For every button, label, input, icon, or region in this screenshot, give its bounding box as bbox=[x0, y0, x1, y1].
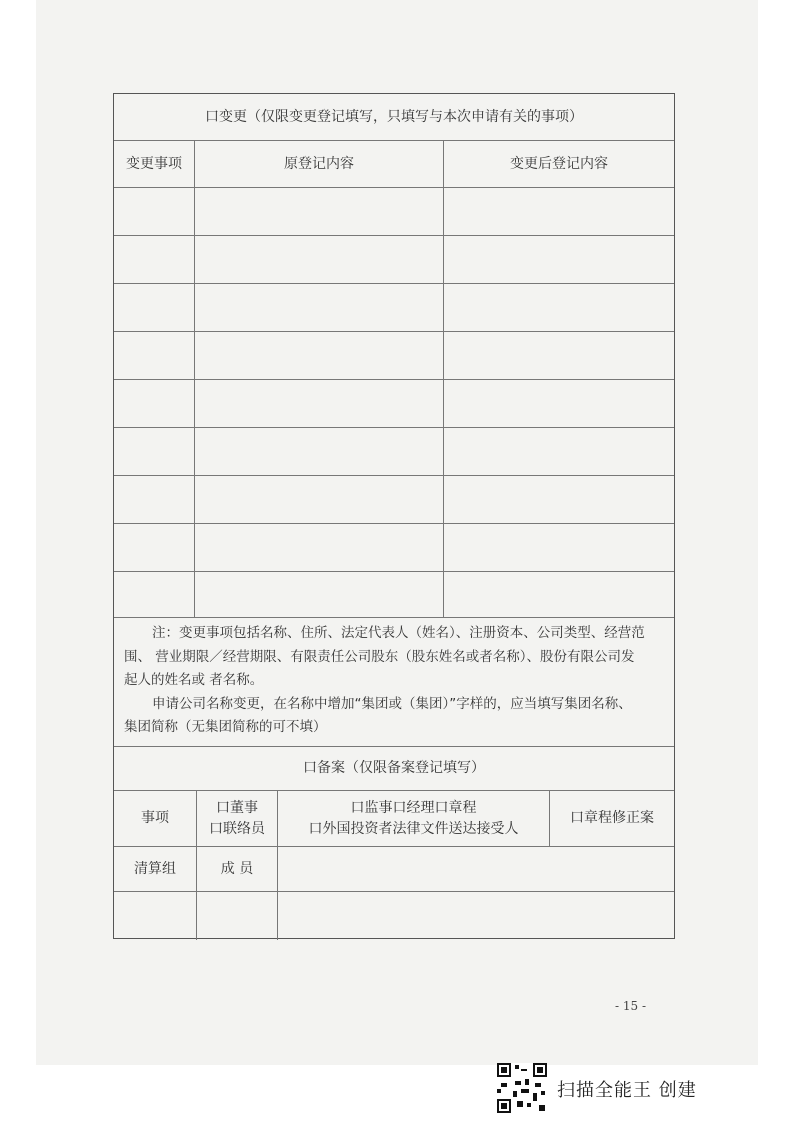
change-table-row[interactable] bbox=[114, 476, 674, 523]
qr-code-icon bbox=[497, 1063, 547, 1113]
liquidation-group-label: 清算组 bbox=[134, 860, 176, 877]
column-header-change-item: 变更事项 bbox=[126, 155, 182, 172]
change-table-row[interactable] bbox=[114, 284, 674, 331]
note-line: 集团简称（无集团简称的可不填） bbox=[124, 719, 327, 735]
change-table-row[interactable] bbox=[114, 236, 674, 283]
column-header-original: 原登记内容 bbox=[284, 155, 354, 172]
filing-option-amendment[interactable]: 口章程修正案 bbox=[570, 810, 654, 827]
change-note bbox=[124, 622, 666, 740]
scanner-brand-label: 扫描全能王 创建 bbox=[557, 1080, 697, 1101]
note-line: 注：变更事项包括名称、住所、法定代表人（姓名）、注册资本、公司类型、经营范 bbox=[152, 625, 645, 641]
filing-option-director[interactable] bbox=[197, 791, 277, 846]
filing-section-title: 口备案（仅限备案登记填写） bbox=[303, 759, 485, 776]
members-field[interactable] bbox=[278, 847, 674, 891]
filing-item-label: 事项 bbox=[141, 810, 169, 827]
change-table-row[interactable] bbox=[114, 572, 674, 617]
note-line: 起人的姓名或 者名称。 bbox=[124, 672, 264, 688]
change-table-row[interactable] bbox=[114, 428, 674, 475]
page-number: - 15 - bbox=[615, 999, 647, 1013]
director-option-label: 口董事 bbox=[216, 799, 258, 816]
note-line: 申请公司名称变更，在名称中增加“集团或（集团）”字样的，应当填写集团名称、 bbox=[152, 695, 632, 712]
change-table-row[interactable] bbox=[114, 332, 674, 379]
column-header-changed: 变更后登记内容 bbox=[510, 155, 608, 172]
foreign-investor-option-label: 口外国投资者法律文件送达接受人 bbox=[308, 820, 519, 837]
supervisor-option-label: 口监事口经理口章程 bbox=[350, 799, 477, 816]
change-table-row[interactable] bbox=[114, 524, 674, 571]
liaison-option-label: 口联络员 bbox=[209, 820, 265, 837]
registration-form bbox=[113, 93, 675, 939]
change-table-row[interactable] bbox=[114, 188, 674, 235]
filing-table-row[interactable] bbox=[114, 892, 674, 938]
change-table-row[interactable] bbox=[114, 380, 674, 427]
note-line: 围、 营业期限／经营期限、有限责任公司股东（股东姓名或者名称）、股份有限公司发 bbox=[124, 648, 635, 665]
change-section-title: 口变更（仅限变更登记填写，只填写与本次申请有关的事项） bbox=[205, 108, 583, 125]
filing-option-supervisor[interactable] bbox=[278, 791, 549, 846]
members-label: 成 员 bbox=[220, 860, 254, 877]
